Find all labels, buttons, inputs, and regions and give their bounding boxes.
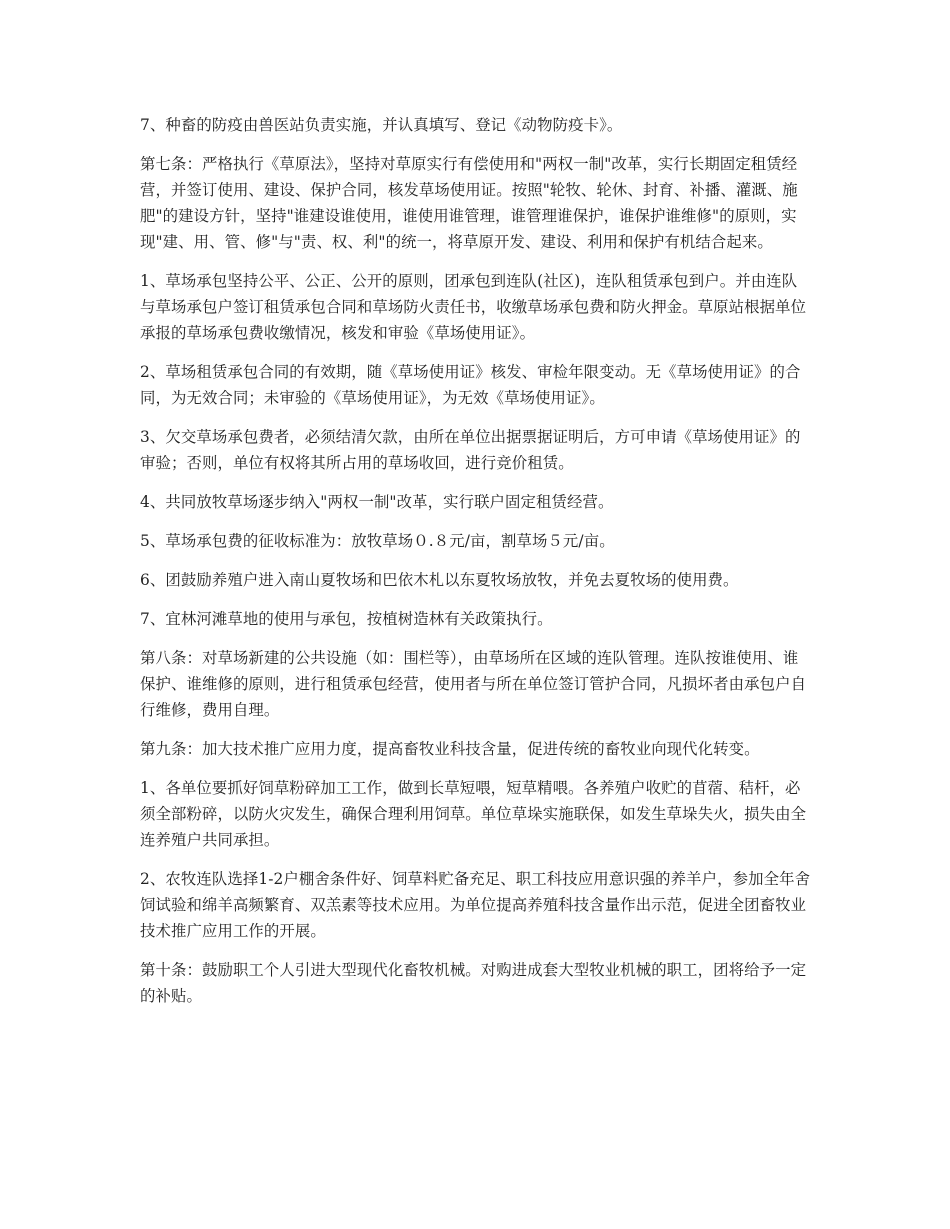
paragraph-item-3-arrears: 3、欠交草场承包费者，必须结清欠款，由所在单位出据票据证明后，方可申请《草场使用证》的审验；否则，单位有权将其所占用的草场收回，进行竞价租赁。 bbox=[140, 428, 801, 472]
paragraph-item-7-riverbank-grassland: 7、宜林河滩草地的使用与承包，按植树造林有关政策执行。 bbox=[140, 610, 553, 628]
document-page bbox=[140, 112, 812, 1022]
paragraph-item-6-summer-pasture: 6、团鼓励养殖户进入南山夏牧场和巴依木札以东夏牧场放牧，并免去夏牧场的使用费。 bbox=[140, 571, 739, 589]
paragraph-item-1-contracting: 1、草场承包坚持公平、公正、公开的原则，团承包到连队(社区)，连队租赁承包到户。并由连队与草场承包户签订租赁承包合同和草场防火责任书，收缴草场承包费和防火押金。草原站根据单位承报的草场承包费收缴情况，核发和审验《草场使用证》。 bbox=[140, 272, 807, 342]
paragraph-item-4-shared-grazing: 4、共同放牧草场逐步纳入"两权一制"改革，实行联户固定租赁经营。 bbox=[140, 493, 614, 511]
paragraph-item-2-contract-validity: 2、草场租赁承包合同的有效期，随《草场使用证》核发、审检年限变动。无《草场使用证》的合同，为无效合同；未审验的《草场使用证》，为无效《草场使用证》。 bbox=[140, 363, 801, 407]
article-10-paragraph: 第十条：鼓励职工个人引进大型现代化畜牧机械。对购进成套大型牧业机械的职工，团将给予一定的补贴。 bbox=[140, 961, 807, 1005]
article-7-paragraph: 第七条：严格执行《草原法》，坚持对草原实行有偿使用和"两权一制"改革，实行长期固定租赁经营，并签订使用、建设、保护合同，核发草场使用证。按照"轮牧、轮休、封育、补播、灌溉、施肥"的建设方针，坚持"谁建设谁使用，谁使用谁管理，谁管理谁保护，谁保护谁维修"的原则，实现"建、用、管、修"与"责、权、利"的统一，将草原开发、建设、利用和保护有机结合起来。 bbox=[140, 155, 798, 251]
paragraph-item-2-sheep-farming-demo: 2、农牧连队选择1-2户棚舍条件好、饲草料贮备充足、职工科技应用意识强的养羊户，参加全年舍饲试验和绵羊高频繁育、双羔素等技术应用。为单位提高养殖科技含量作出示范，促进全团畜牧业技术推广应用工作的开展。 bbox=[140, 870, 811, 940]
article-8-paragraph: 第八条：对草场新建的公共设施（如：围栏等），由草场所在区域的连队管理。连队按谁使用、谁保护、谁维修的原则，进行租赁承包经营，使用者与所在单位签订管护合同，凡损坏者由承包户自行维修，费用自理。 bbox=[140, 649, 807, 719]
paragraph-item-5-fee-standard: 5、草场承包费的征收标准为：放牧草场０.８元/亩，割草场５元/亩。 bbox=[140, 532, 615, 550]
paragraph-item-7-epidemic-prevention: 7、种畜的防疫由兽医站负责实施，并认真填写、登记《动物防疫卡》。 bbox=[140, 116, 623, 134]
paragraph-item-1-forage-processing: 1、各单位要抓好饲草粉碎加工工作，做到长草短喂，短草精喂。各养殖户收贮的苜蓿、秸杆，必须全部粉碎，以防火灾发生，确保合理利用饲草。单位草垛实施联保，如发生草垛失火，损失由全连养殖户共同承担。 bbox=[140, 779, 807, 849]
article-9-paragraph: 第九条：加大技术推广应用力度，提高畜牧业科技含量，促进传统的畜牧业向现代化转变。 bbox=[140, 740, 760, 758]
